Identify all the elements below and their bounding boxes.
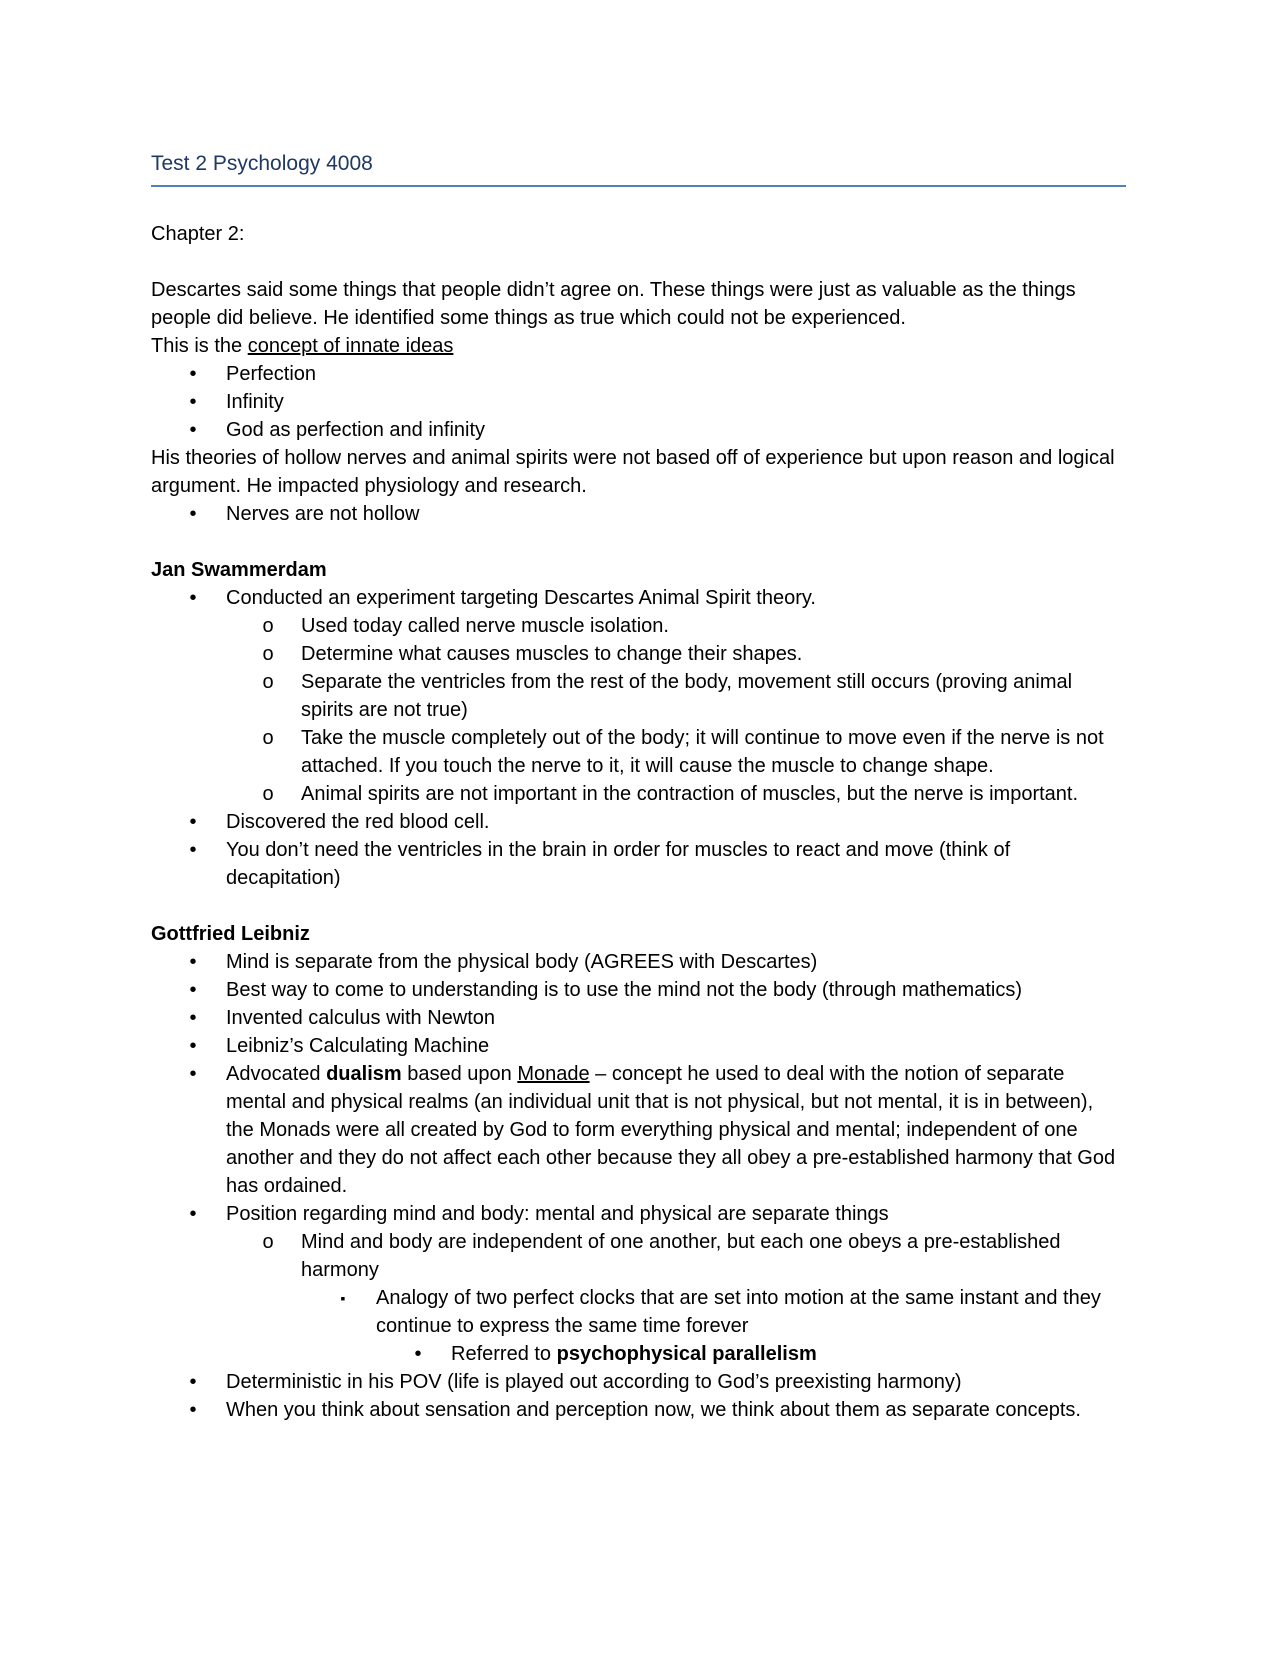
document-page: [151, 150, 1126, 1424]
list-item: • Perfection: [189, 363, 317, 385]
list-item: • When you think about sensation and perception now, we think about them as separate concepts.: [189, 1399, 1081, 1421]
parallelism-term: psychophysical parallelism: [556, 1343, 817, 1365]
list-item: • Position regarding mind and body: mental and physical are separate things: [189, 1203, 889, 1225]
sub-list-item: o Determine what causes muscles to change their shapes.: [262, 643, 803, 665]
sub-list-item: o Take the muscle completely out of the body; it will continue to move even if the nerve is not attached. If you touch the nerve to it, it will cause the muscle to change shape.: [262, 727, 1104, 777]
theories-paragraph: His theories of hollow nerves and animal spirits were not based off of experience but upon reason and logical argument. He impacted physiology and research.: [151, 447, 1115, 497]
swammerdam-list: [151, 584, 1126, 892]
list-item: • You don’t need the ventricles in the brain in order for muscles to react and move (think of decapitation): [189, 839, 1011, 889]
innate-ideas-term: concept of innate ideas: [247, 335, 454, 357]
sub-list-item: o Animal spirits are not important in the contraction of muscles, but the nerve is important.: [262, 783, 1079, 805]
dualism-term: dualism: [326, 1063, 402, 1085]
list-item: • Discovered the red blood cell.: [189, 811, 490, 833]
list-item: • Conducted an experiment targeting Descartes Animal Spirit theory.: [189, 587, 816, 609]
list-item: • Nerves are not hollow: [189, 503, 420, 525]
list-item: • Advocated dualism based upon Monade – concept he used to deal with the notion of separate mental and physical realms (an individual unit that is not physical, but not mental, it is in between), the Monads were all created by God to form everything physical and mental; independent of one another and they do not affect each other because they all obey a pre-established harmony that God has ordained.: [189, 1063, 1116, 1197]
innate-ideas-list: [151, 360, 1126, 444]
sub-list-item: o Used today called nerve muscle isolation.: [262, 615, 669, 637]
sub-sub-list-item: ▪ Analogy of two perfect clocks that are set into motion at the same instant and they continue to express the same time forever: [340, 1287, 1101, 1337]
sub-list-item: o Mind and body are independent of one another, but each one obeys a pre-established harmony: [262, 1231, 1061, 1281]
leibniz-list: [151, 948, 1126, 1424]
swammerdam-heading: Jan Swammerdam: [151, 559, 327, 581]
list-item: • Invented calculus with Newton: [189, 1007, 496, 1029]
document-title: Test 2 Psychology 4008: [151, 150, 1126, 187]
list-item: • Deterministic in his POV (life is played out according to God’s preexisting harmony): [189, 1371, 962, 1393]
sub-list-item: o Separate the ventricles from the rest of the body, movement still occurs (proving animal spirits are not true): [262, 671, 1073, 721]
list-item: • Mind is separate from the physical body (AGREES with Descartes): [189, 951, 818, 973]
chapter-heading: Chapter 2:: [151, 223, 245, 245]
monade-term: Monade: [517, 1063, 590, 1085]
list-item: • Best way to come to understanding is to use the mind not the body (through mathematics): [189, 979, 1022, 1001]
nerves-list: [151, 500, 1126, 528]
innate-ideas-line: This is the concept of innate ideas: [151, 335, 454, 357]
list-item: • Leibniz’s Calculating Machine: [189, 1035, 490, 1057]
intro-paragraph: Descartes said some things that people didn’t agree on. These things were just as valuable as the things people did believe. He identified some things as true which could not be experienced.: [151, 279, 1076, 329]
leibniz-heading: Gottfried Leibniz: [151, 923, 310, 945]
deep-list-item: • Referred to psychophysical parallelism: [414, 1343, 817, 1365]
list-item: • Infinity: [189, 391, 284, 413]
list-item: • God as perfection and infinity: [189, 419, 486, 441]
